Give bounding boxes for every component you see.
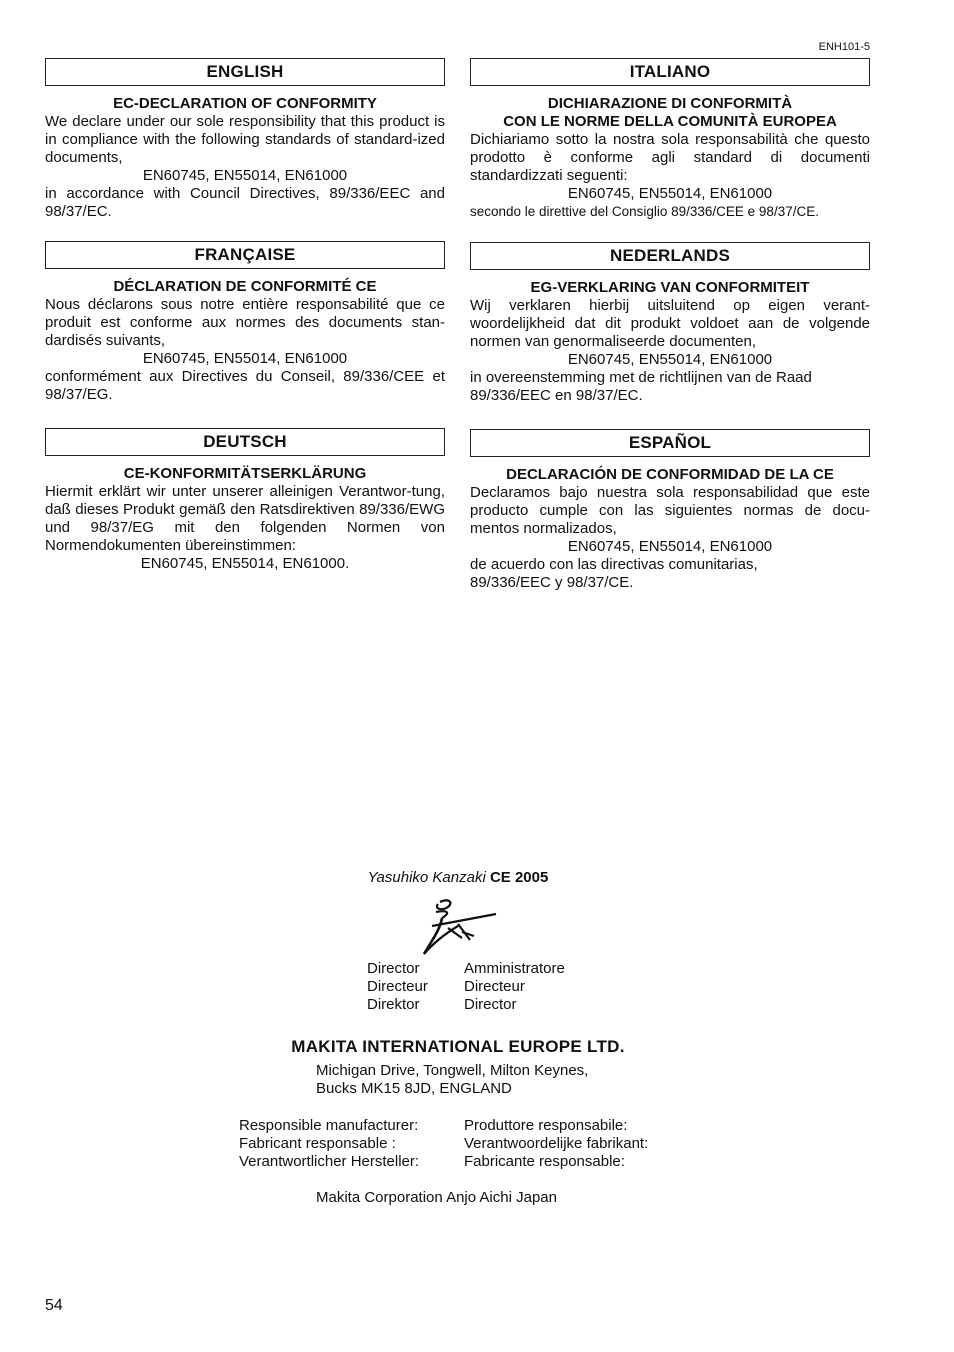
signatory-titles [367, 960, 565, 1014]
directives-espanol-2: 89/336/EEC y 98/37/CE. [470, 574, 634, 591]
declaration-text-francaise: Nous déclarons sous notre entière responsabilité que ce produit est conforme aux normes des documents stan-dardisés suivants, [45, 296, 445, 349]
title-left: Directeur [367, 978, 428, 995]
directives-espanol-1: de acuerdo con las directivas comunitarias, [470, 556, 758, 573]
page-number: 54 [45, 1297, 63, 1314]
title-left: Direktor [367, 996, 420, 1013]
directives-nederlands-2: 89/336/EEC en 98/37/EC. [470, 387, 643, 404]
manufacturer-label-right: Verantwoordelijke fabrikant: [464, 1135, 649, 1152]
standards-english: EN60745, EN55014, EN61000 [142, 167, 348, 184]
address-line-1: Michigan Drive, Tongwell, Milton Keynes, [316, 1062, 589, 1079]
manufacturer-label-left: Responsible manufacturer: [239, 1117, 419, 1134]
title-row [367, 978, 565, 996]
directives-nederlands-1: in overeenstemming met de richtlijnen van de Raad [470, 369, 812, 386]
manufacturer-row [239, 1153, 648, 1171]
section-english [45, 58, 445, 221]
signature-year: CE 2005 [489, 869, 549, 886]
title-right: Amministratore [464, 960, 565, 977]
section-italiano [470, 58, 870, 221]
section-nederlands [470, 242, 870, 405]
lang-heading-deutsch: DEUTSCH [45, 428, 445, 456]
title-left: Director [367, 960, 420, 977]
handwritten-signature [418, 896, 498, 958]
title-row [367, 996, 565, 1014]
title-row [367, 960, 565, 978]
declaration-title-deutsch: CE-KONFORMITÄTSERKLÄRUNG [123, 465, 367, 482]
manufacturer-row [239, 1117, 648, 1135]
declaration-title-nederlands: EG-VERKLARING VAN CONFORMITEIT [530, 279, 810, 296]
declaration-text-espanol: Declaramos bajo nuestra sola responsabilidad que este producto cumple con las siguientes normas de docu-mentos normalizados, [470, 484, 870, 537]
title-right: Directeur [464, 978, 525, 995]
standards-francaise: EN60745, EN55014, EN61000 [142, 350, 348, 367]
directives-english: in accordance with Council Directives, 89/336/EEC and 98/37/EC. [45, 185, 445, 220]
declaration-text-english: We declare under our sole responsibility that this product is in compliance with the following standards of standard-ized documents, [45, 113, 445, 166]
manufacturer-name: Makita Corporation Anjo Aichi Japan [316, 1189, 557, 1206]
title-right: Director [464, 996, 517, 1013]
standards-deutsch: EN60745, EN55014, EN61000. [140, 555, 350, 572]
manufacturer-row [239, 1135, 648, 1153]
standards-italiano: EN60745, EN55014, EN61000 [567, 185, 773, 202]
address-line-2: Bucks MK15 8JD, ENGLAND [316, 1080, 512, 1097]
section-espanol [470, 429, 870, 592]
lang-heading-francaise: FRANÇAISE [45, 241, 445, 269]
manufacturer-labels [239, 1117, 648, 1171]
directives-italiano: secondo le direttive del Consiglio 89/336/CEE e 98/37/CE. [470, 204, 819, 219]
standards-nederlands: EN60745, EN55014, EN61000 [567, 351, 773, 368]
declaration-text-nederlands: Wij verklaren hierbij uitsluitend op eigen verant-woordelijkheid dat dit produkt voldoet aan de volgende normen van genormaliseerde documenten, [470, 297, 870, 350]
manufacturer-label-left: Verantwortlicher Hersteller: [239, 1153, 420, 1170]
manufacturer-label-left: Fabricant responsable : [239, 1135, 396, 1152]
directives-francaise: conformément aux Directives du Conseil, 89/336/CEE et 98/37/EG. [45, 368, 445, 403]
lang-heading-espanol: ESPAÑOL [470, 429, 870, 457]
standards-espanol: EN60745, EN55014, EN61000 [567, 538, 773, 555]
lang-heading-english: ENGLISH [45, 58, 445, 86]
section-francaise [45, 241, 445, 404]
declaration-title-italiano-2: CON LE NORME DELLA COMUNITÀ EUROPEA [503, 113, 837, 130]
declaration-text-italiano: Dichiariamo sotto la nostra sola responsabilità che questo prodotto è conforme agli standard di documenti standardizzati seguenti: [470, 131, 870, 184]
declaration-title-espanol: DECLARACIÓN DE CONFORMIDAD DE LA CE [506, 466, 834, 483]
declaration-title-english: EC-DECLARATION OF CONFORMITY [113, 95, 377, 112]
document-code: ENH101-5 [818, 41, 870, 53]
signatory-name: Yasuhiko Kanzaki [367, 869, 486, 886]
declaration-title-francaise: DÉCLARATION DE CONFORMITÉ CE [113, 278, 377, 295]
section-deutsch [45, 428, 445, 573]
company-address [316, 1062, 588, 1098]
manufacturer-label-right: Fabricante responsable: [464, 1153, 625, 1170]
declaration-text-deutsch: Hiermit erklärt wir unter unserer alleinigen Verantwor-tung, daß dieses Produkt gemäß den Ratsdirektiven 89/336/EWG und 98/37/EG mit den folgenden Normen von Normendokumenten übereinstimmen: [45, 483, 445, 554]
company-name: MAKITA INTERNATIONAL EUROPE LTD. [291, 1037, 625, 1056]
lang-heading-nederlands: NEDERLANDS [470, 242, 870, 270]
signatory-line [0, 869, 916, 886]
declaration-title-italiano-1: DICHIARAZIONE DI CONFORMITÀ [547, 95, 793, 112]
lang-heading-italiano: ITALIANO [470, 58, 870, 86]
manufacturer-label-right: Produttore responsabile: [464, 1117, 628, 1134]
